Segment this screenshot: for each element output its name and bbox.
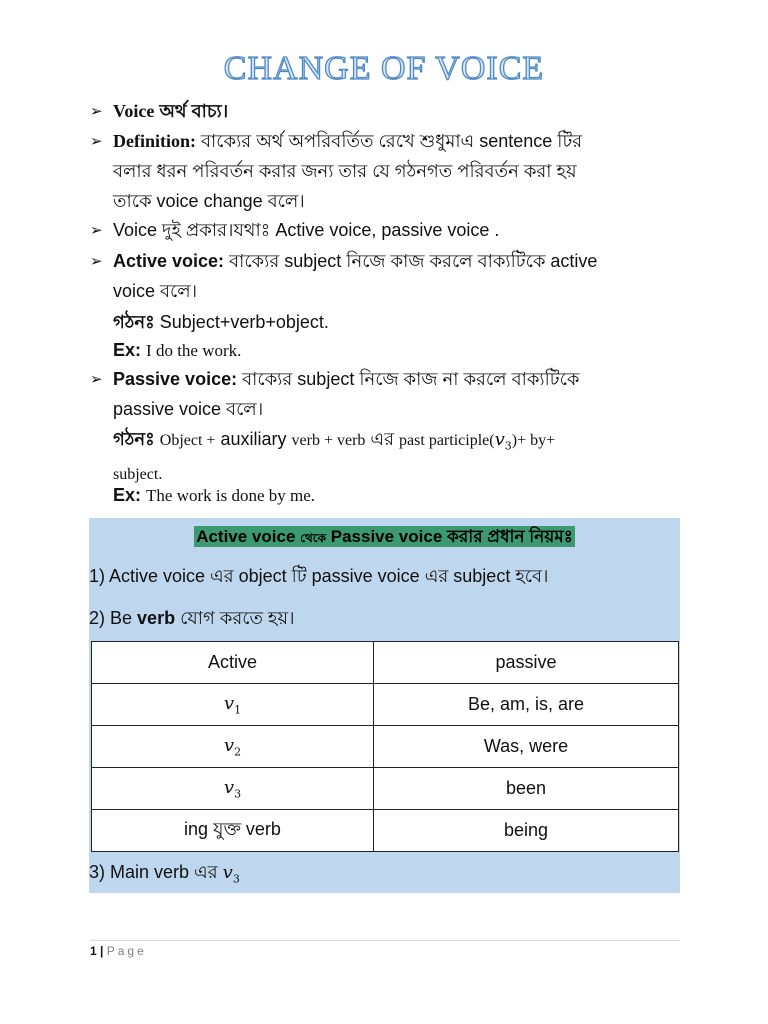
active-voice-text-line1: বাক্যের subject নিজে কাজ করলে বাক্যটিকে active — [229, 251, 598, 271]
v3-symbol: $v_3$ — [222, 862, 240, 886]
rules-heading — [89, 524, 680, 552]
table-row — [92, 726, 679, 768]
voice-meaning-text: অর্থ বাচ্য। — [159, 101, 229, 121]
active-cell: $v_1$ — [92, 684, 374, 726]
v3-symbol: $v_3$ — [494, 429, 512, 453]
active-structure-text: Subject+verb+object. — [159, 312, 329, 332]
passive-structure-part3: verb + verb — [291, 432, 366, 449]
definition-label: Definition: — [113, 131, 196, 151]
header-active: Active — [92, 642, 374, 684]
definition-text-line1: বাক্যের অর্থ অপরিবর্তিত রেখে শুধুমাএ sentence টির — [201, 131, 583, 151]
rule-2: 2) Be verb যোগ করতে হয়। — [89, 608, 295, 628]
table-row — [92, 768, 679, 810]
passive-structure — [113, 426, 693, 488]
passive-cell: been — [374, 768, 679, 810]
passive-voice-text-line1: বাক্যের subject নিজে কাজ না করলে বাক্যটিকে — [242, 369, 580, 389]
passive-example-text: The work is done by me. — [146, 486, 316, 505]
passive-voice-label: Passive voice: — [113, 369, 238, 389]
passive-structure-part1: Object + — [159, 432, 216, 449]
passive-structure-part2: auxiliary — [220, 429, 287, 449]
active-cell: $v_3$ — [92, 768, 374, 810]
passive-cell: Be, am, is, are — [374, 684, 679, 726]
verb-form-table — [91, 641, 679, 852]
header-passive: passive — [374, 642, 679, 684]
active-example-label: Ex: — [113, 340, 142, 360]
active-cell: $v_2$ — [92, 726, 374, 768]
voice-types-list: Active voice, passive voice . — [275, 220, 500, 240]
rule-3: 3) Main verb এর $v_3$ — [89, 862, 240, 886]
arrow-bullet-icon: ➢ — [90, 252, 103, 270]
arrow-bullet-icon: ➢ — [90, 132, 103, 150]
active-voice-text-line2: voice বলে। — [113, 281, 198, 301]
arrow-bullet-icon: ➢ — [90, 221, 103, 239]
passive-structure-part4: এর — [370, 429, 395, 449]
bullet-definition — [90, 126, 690, 216]
definition-text-line2: বলার ধরন পরিবর্তন করার জন্য তার যে গঠনগত পরিবর্তন করা হয় — [113, 161, 577, 181]
arrow-bullet-icon: ➢ — [90, 370, 103, 388]
active-structure — [113, 308, 693, 336]
page-number: 1 — [90, 944, 97, 958]
bullet-active-voice — [90, 246, 690, 306]
passive-cell: Was, were — [374, 726, 679, 768]
table-row — [92, 810, 679, 852]
table-row — [92, 684, 679, 726]
footer-divider — [90, 940, 680, 941]
active-cell: ing যুক্ত verb — [92, 810, 374, 852]
rules-heading-highlight: Active voice থেকে Passive voice করার প্রধান নিয়মঃ — [196, 527, 573, 546]
passive-structure-part6: )+ by+ — [511, 432, 556, 449]
active-structure-label: গঠনঃ — [113, 312, 155, 332]
document-title: CHANGE OF VOICE — [223, 50, 545, 87]
passive-example-label: Ex: — [113, 485, 142, 505]
bullet-passive-voice — [90, 364, 690, 424]
passive-structure-label: গঠনঃ — [113, 429, 155, 449]
active-voice-label: Active voice: — [113, 251, 225, 271]
bullet-voice-meaning — [90, 96, 690, 126]
footer-separator: | — [100, 944, 104, 958]
arrow-bullet-icon: ➢ — [90, 102, 103, 120]
passive-example — [113, 481, 693, 510]
active-example-text: I do the work. — [146, 341, 242, 360]
definition-text-line3: তাকে voice change বলে। — [113, 191, 305, 211]
rule-1: 1) Active voice এর object টি passive voice এর subject হবে। — [89, 566, 549, 586]
page-label: Page — [106, 944, 147, 958]
voice-label: Voice — [113, 101, 155, 121]
page-footer — [90, 944, 147, 958]
active-example — [113, 336, 693, 365]
table-header-row — [92, 642, 679, 684]
passive-structure-line2: subject. — [113, 465, 163, 483]
bullet-voice-types — [90, 215, 690, 245]
passive-voice-text-line2: passive voice বলে। — [113, 399, 264, 419]
voice-types-text: Voice দুই প্রকার।যথাঃ — [113, 220, 271, 240]
passive-cell: being — [374, 810, 679, 852]
passive-structure-part5: past participle( — [399, 432, 495, 449]
